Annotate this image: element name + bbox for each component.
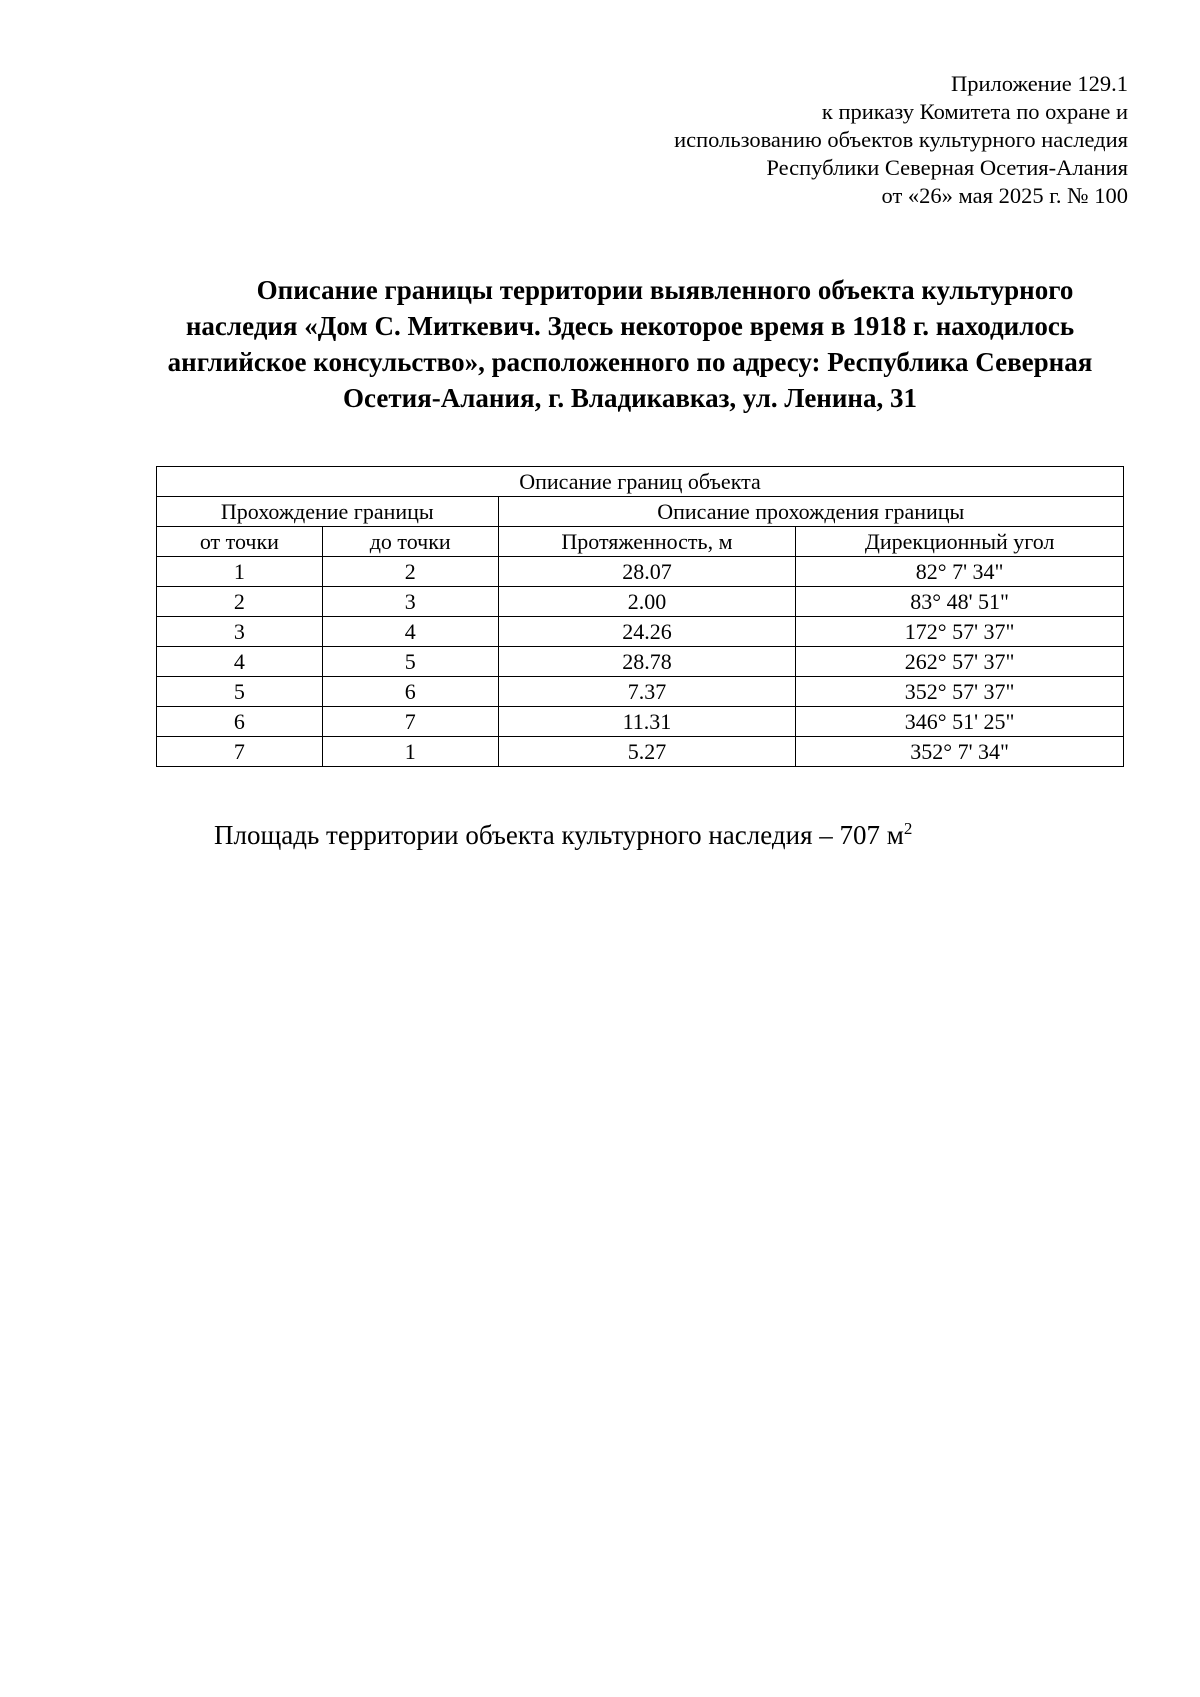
table-caption-row — [157, 467, 1124, 497]
table-row — [157, 737, 1124, 767]
cell-angle: 262° 57' 37" — [796, 647, 1124, 677]
cell-to: 5 — [322, 647, 498, 677]
cell-angle: 346° 51' 25" — [796, 707, 1124, 737]
appendix-block — [428, 70, 1128, 210]
cell-length: 24.26 — [498, 617, 796, 647]
cell-to: 1 — [322, 737, 498, 767]
cell-length: 28.07 — [498, 557, 796, 587]
cell-from: 7 — [157, 737, 323, 767]
cell-angle: 82° 7' 34" — [796, 557, 1124, 587]
table-row — [157, 617, 1124, 647]
cell-length: 2.00 — [498, 587, 796, 617]
appendix-line: Республики Северная Осетия-Алания — [766, 155, 1128, 180]
cell-from: 5 — [157, 677, 323, 707]
table-row — [157, 707, 1124, 737]
cell-length: 28.78 — [498, 647, 796, 677]
table-row — [157, 677, 1124, 707]
column-header-from: от точки — [157, 527, 323, 557]
appendix-line: использованию объектов культурного наследия — [674, 127, 1128, 152]
table-caption: Описание границ объекта — [157, 467, 1124, 497]
table-column-header-row — [157, 527, 1124, 557]
cell-from: 3 — [157, 617, 323, 647]
column-header-to: до точки — [322, 527, 498, 557]
table-row — [157, 557, 1124, 587]
document-title-text: Описание границы территории выявленного объекта культурного наследия «Дом С. Миткевич. Здесь некоторое время в 1918 г. находилось английское консульство», расположенного по адресу: Республика Северная Осетия-Алания, г. Владикавказ, ул. Ленина, 31 — [167, 275, 1093, 413]
cell-to: 4 — [322, 617, 498, 647]
cell-angle: 352° 7' 34" — [796, 737, 1124, 767]
appendix-line: Приложение 129.1 — [950, 71, 1128, 96]
cell-angle: 172° 57' 37" — [796, 617, 1124, 647]
boundary-table — [156, 466, 1124, 767]
document-title — [140, 272, 1120, 416]
cell-to: 3 — [322, 587, 498, 617]
table-row — [157, 587, 1124, 617]
appendix-line: от «26» мая 2025 г. № 100 — [881, 183, 1128, 208]
cell-from: 2 — [157, 587, 323, 617]
cell-from: 6 — [157, 707, 323, 737]
cell-angle: 352° 57' 37" — [796, 677, 1124, 707]
cell-length: 7.37 — [498, 677, 796, 707]
area-text: Площадь территории объекта культурного наследия – 707 м — [214, 820, 904, 850]
cell-length: 11.31 — [498, 707, 796, 737]
cell-from: 1 — [157, 557, 323, 587]
area-unit-superscript: 2 — [903, 819, 913, 838]
table-group-header-row — [157, 497, 1124, 527]
table-row — [157, 647, 1124, 677]
area-statement — [214, 818, 912, 852]
appendix-line: к приказу Комитета по охране и — [821, 99, 1128, 124]
column-header-angle: Дирекционный угол — [796, 527, 1124, 557]
column-header-length: Протяженность, м — [498, 527, 796, 557]
cell-to: 7 — [322, 707, 498, 737]
cell-angle: 83° 48' 51" — [796, 587, 1124, 617]
cell-length: 5.27 — [498, 737, 796, 767]
group-header-passage: Прохождение границы — [157, 497, 499, 527]
group-header-description: Описание прохождения границы — [498, 497, 1123, 527]
cell-to: 6 — [322, 677, 498, 707]
cell-from: 4 — [157, 647, 323, 677]
cell-to: 2 — [322, 557, 498, 587]
